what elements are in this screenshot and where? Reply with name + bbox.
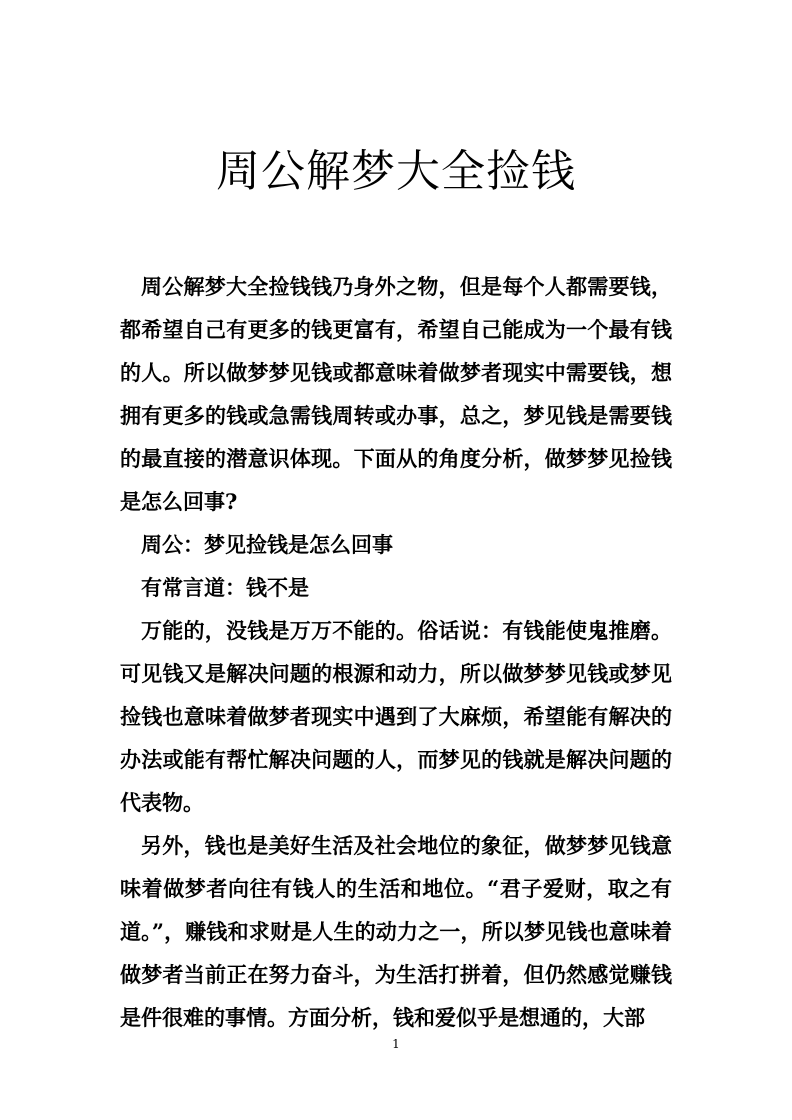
document-body [120,265,672,1039]
document-title: 周公解梦大全捡钱 [216,146,576,197]
page-number: 1 [392,1037,400,1051]
paragraph-saying-start: 有常言道：钱不是 [141,575,309,600]
paragraph-money-status: 另外，钱也是美好生活及社会地位的象征，做梦梦见钱意味着做梦者向往有钱人的生活和地位。“君子爱财，取之有道。”，赚钱和求财是人生的动力之一，所以梦见钱也意味着做梦者当前正在努力奋斗，为生活打拼着，但仍然感觉赚钱是件很难的事情。方面分析，钱和爱似乎是想通的，大部 [120,833,672,1030]
paragraph-intro: 周公解梦大全捡钱钱乃身外之物，但是每个人都需要钱，都希望自己有更多的钱更富有，希望自己能成为一个最有钱的人。所以做梦梦见钱或都意味着做梦者现实中需要钱，想拥有更多的钱或急需钱周转或办事，总之，梦见钱是需要钱的最直接的潜意识体现。下面从的角度分析，做梦梦见捡钱是怎么回事? [120,274,672,514]
paragraph-money-power: 万能的，没钱是万万不能的。俗话说：有钱能使鬼推磨。可见钱又是解决问题的根源和动力，所以做梦梦见钱或梦见捡钱也意味着做梦者现实中遇到了大麻烦，希望能有解决的办法或能有帮忙解决问题的人，而梦见的钱就是解决问题的代表物。 [120,618,672,815]
paragraph-heading-zhougong: 周公：梦见捡钱是怎么回事 [141,532,393,557]
